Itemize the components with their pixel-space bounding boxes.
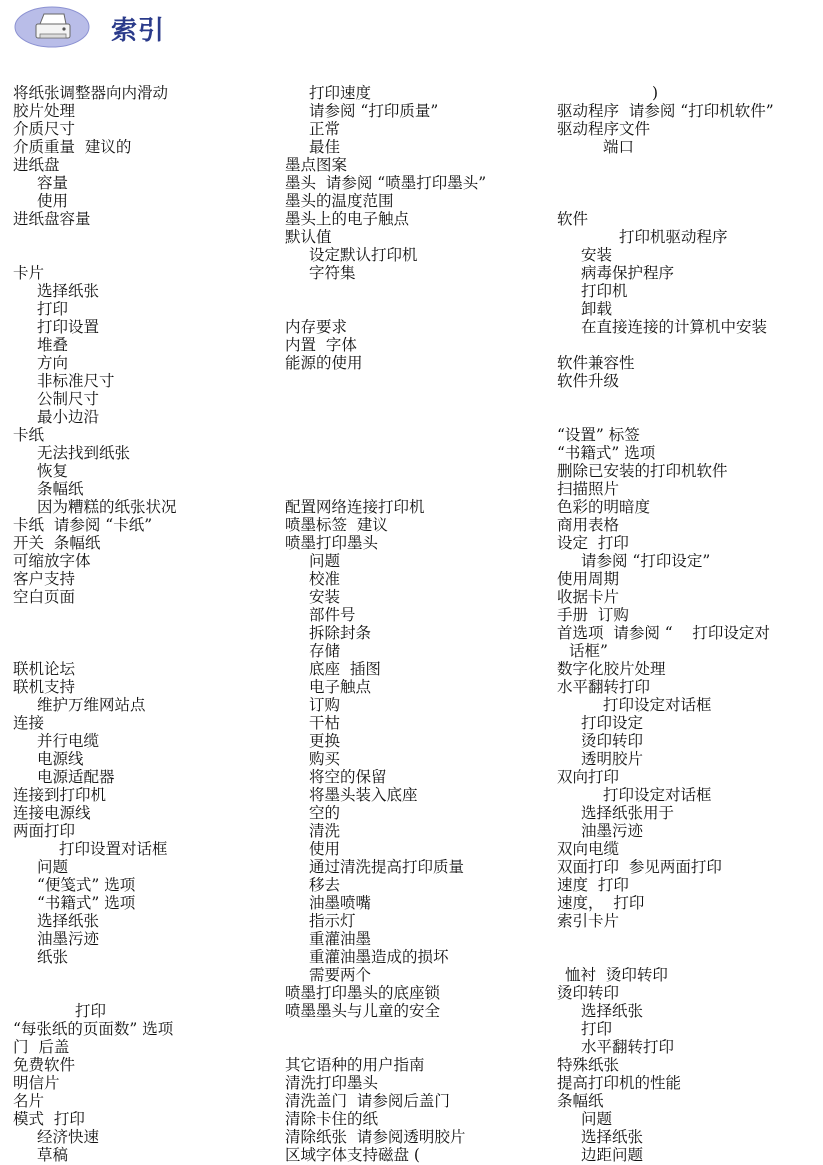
index-entry: 水平翻转打印 xyxy=(581,1038,675,1056)
index-entry: 纸张 xyxy=(37,948,69,966)
index-entry: 双面打印 参见两面打印 xyxy=(557,858,722,876)
index-entry: 默认值 xyxy=(285,228,332,246)
index-entry: 双向电缆 xyxy=(557,840,620,858)
blank-line xyxy=(285,1038,555,1056)
index-entry: 进纸盘容量 xyxy=(13,210,91,228)
index-entry: 区域字体支持磁盘 ( xyxy=(285,1146,420,1164)
index-entry: 卸载 xyxy=(581,300,613,318)
blank-line xyxy=(557,174,817,192)
index-entry: 设定默认打印机 xyxy=(309,246,418,264)
index-entry: 指示灯 xyxy=(309,912,356,930)
index-entry: 开关 条幅纸 xyxy=(13,534,101,552)
index-entry: 部件号 xyxy=(309,606,356,624)
index-entry: 软件 xyxy=(557,210,589,228)
blank-line xyxy=(13,624,283,642)
index-entry: 病毒保护程序 xyxy=(581,264,675,282)
index-entry: 透明胶片 xyxy=(581,750,644,768)
index-entry: ) xyxy=(652,84,659,102)
index-entry: 删除已安装的打印机软件 xyxy=(557,462,728,480)
index-entry: 问题 xyxy=(581,1110,613,1128)
index-entry: 烫印转印 xyxy=(581,732,644,750)
index-entry: 喷墨打印墨头 xyxy=(285,534,379,552)
index-entry: 打印设置对话框 xyxy=(59,840,168,858)
index-entry: 草稿 xyxy=(37,1146,69,1164)
index-column-1 xyxy=(13,84,283,1164)
blank-line xyxy=(285,408,555,426)
blank-line xyxy=(13,966,283,984)
index-entry: 恢复 xyxy=(37,462,69,480)
index-entry: 联机论坛 xyxy=(13,660,76,678)
index-entry: 色彩的明暗度 xyxy=(557,498,651,516)
blank-line xyxy=(285,462,555,480)
index-entry: 清除卡住的纸 xyxy=(285,1110,379,1128)
index-entry: 拆除封条 xyxy=(309,624,372,642)
index-entry: 重灌油墨 xyxy=(309,930,372,948)
index-entry: 驱动程序文件 xyxy=(557,120,651,138)
index-entry: 在直接连接的计算机中安装 xyxy=(581,318,768,336)
index-entry: 打印机 xyxy=(581,282,628,300)
index-entry: 使用 xyxy=(309,840,341,858)
blank-line xyxy=(557,390,817,408)
index-entry: 问题 xyxy=(309,552,341,570)
index-entry: 介质重量 建议的 xyxy=(13,138,132,156)
index-entry: 水平翻转打印 xyxy=(557,678,651,696)
index-entry: 模式 打印 xyxy=(13,1110,85,1128)
index-entry: 安装 xyxy=(581,246,613,264)
index-entry: 门 后盖 xyxy=(13,1038,70,1056)
blank-line xyxy=(13,228,283,246)
index-entry: 连接电源线 xyxy=(13,804,91,822)
index-entry: 喷墨墨头与儿童的安全 xyxy=(285,1002,441,1020)
index-entry: “便笺式” 选项 xyxy=(37,876,136,894)
index-entry: 需要两个 xyxy=(309,966,372,984)
index-entry: 将纸张调整器向内滑动 xyxy=(13,84,169,102)
index-entry: 扫描照片 xyxy=(557,480,620,498)
printer-icon xyxy=(14,6,92,48)
index-entry: 话框” xyxy=(569,642,608,660)
index-entry: “书籍式” 选项 xyxy=(557,444,656,462)
index-entry: 电子触点 xyxy=(309,678,372,696)
index-entry: 空的 xyxy=(309,804,341,822)
index-entry: 速度 打印 xyxy=(557,876,629,894)
index-entry: 选择纸张 xyxy=(37,912,100,930)
index-entry: 客户支持 xyxy=(13,570,76,588)
index-entry: 卡片 xyxy=(13,264,45,282)
index-entry: 打印 xyxy=(581,1020,613,1038)
index-entry: 恤衬 烫印转印 xyxy=(565,966,668,984)
index-entry: 连接到打印机 xyxy=(13,786,107,804)
index-entry: 名片 xyxy=(13,1092,45,1110)
index-entry: 安装 xyxy=(309,588,341,606)
index-entry: 墨头上的电子触点 xyxy=(285,210,410,228)
index-entry: 因为糟糕的纸张状况 xyxy=(37,498,177,516)
index-entry: 将墨头装入底座 xyxy=(309,786,418,804)
index-entry: 公制尺寸 xyxy=(37,390,100,408)
index-entry: 首选项 请参阅 “ 打印设定对 xyxy=(557,624,770,642)
index-entry: 双向打印 xyxy=(557,768,620,786)
index-entry: 介质尺寸 xyxy=(13,120,76,138)
index-entry: 打印 xyxy=(75,1002,107,1020)
index-entry: 烫印转印 xyxy=(557,984,620,1002)
index-entry: 正常 xyxy=(309,120,341,138)
index-entry: 数字化胶片处理 xyxy=(557,660,666,678)
blank-line xyxy=(13,642,283,660)
blank-line xyxy=(285,282,555,300)
index-entry: 进纸盘 xyxy=(13,156,60,174)
index-column-2 xyxy=(285,84,555,1164)
blank-line xyxy=(557,408,817,426)
page-header xyxy=(14,6,314,52)
index-entry: 驱动程序 请参阅 “打印机软件” xyxy=(557,102,774,120)
index-entry: 边距问题 xyxy=(581,1146,644,1164)
blank-line xyxy=(13,606,283,624)
index-entry: 配置网络连接打印机 xyxy=(285,498,425,516)
index-entry: 非标准尺寸 xyxy=(37,372,115,390)
index-entry: 选择纸张 xyxy=(581,1128,644,1146)
index-entry: 通过清洗提高打印质量 xyxy=(309,858,465,876)
index-entry: 方向 xyxy=(37,354,69,372)
index-entry: 条幅纸 xyxy=(37,480,84,498)
index-entry: 内置 字体 xyxy=(285,336,357,354)
blank-line xyxy=(557,948,817,966)
index-entry: 卡纸 请参阅 “卡纸” xyxy=(13,516,153,534)
index-entry: 清洗打印墨头 xyxy=(285,1074,379,1092)
index-entry: 打印设置 xyxy=(37,318,100,336)
index-entry: 墨头 请参阅 “喷墨打印墨头” xyxy=(285,174,487,192)
index-entry: 内存要求 xyxy=(285,318,348,336)
index-entry: 购买 xyxy=(309,750,341,768)
index-entry: 条幅纸 xyxy=(557,1092,604,1110)
index-entry: 设定 打印 xyxy=(557,534,629,552)
blank-line xyxy=(285,480,555,498)
index-entry: 打印机驱动程序 xyxy=(619,228,728,246)
index-entry: 联机支持 xyxy=(13,678,76,696)
blank-line xyxy=(285,372,555,390)
index-entry: 清除纸张 请参阅透明胶片 xyxy=(285,1128,466,1146)
index-entry: 堆叠 xyxy=(37,336,69,354)
index-entry: 存储 xyxy=(309,642,341,660)
index-entry: 重灌油墨造成的损坏 xyxy=(309,948,449,966)
index-entry: 索引卡片 xyxy=(557,912,620,930)
index-entry: 电源线 xyxy=(37,750,84,768)
index-entry: 清洗 xyxy=(309,822,341,840)
index-entry: 空白页面 xyxy=(13,588,76,606)
index-entry: 两面打印 xyxy=(13,822,76,840)
index-entry: 连接 xyxy=(13,714,45,732)
index-entry: 软件兼容性 xyxy=(557,354,635,372)
index-entry: 手册 订购 xyxy=(557,606,629,624)
index-entry: 端口 xyxy=(603,138,635,156)
index-entry: 校准 xyxy=(309,570,341,588)
index-column-3 xyxy=(557,84,817,1164)
index-entry: 无法找到纸张 xyxy=(37,444,131,462)
index-entry: 其它语种的用户指南 xyxy=(285,1056,425,1074)
index-entry: “书籍式” 选项 xyxy=(37,894,136,912)
index-entry: 打印 xyxy=(37,300,69,318)
index-entry: 胶片处理 xyxy=(13,102,76,120)
index-entry: 更换 xyxy=(309,732,341,750)
index-entry: 能源的使用 xyxy=(285,354,363,372)
blank-line xyxy=(285,444,555,462)
index-entry: 订购 xyxy=(309,696,341,714)
index-entry: 喷墨打印墨头的底座锁 xyxy=(285,984,441,1002)
index-entry: 干枯 xyxy=(309,714,341,732)
index-entry: 请参阅 “打印质量” xyxy=(309,102,439,120)
blank-line xyxy=(557,930,817,948)
index-entry: 墨头的温度范围 xyxy=(285,192,394,210)
blank-line xyxy=(557,192,817,210)
index-entry: 底座 插图 xyxy=(309,660,381,678)
index-entry: 将空的保留 xyxy=(309,768,387,786)
index-entry: 并行电缆 xyxy=(37,732,100,750)
blank-line xyxy=(13,246,283,264)
index-entry: 选择纸张 xyxy=(37,282,100,300)
index-entry: 最小边沿 xyxy=(37,408,100,426)
index-entry: “设置” 标签 xyxy=(557,426,640,444)
blank-line xyxy=(285,300,555,318)
index-entry: 清洗盖门 请参阅后盖门 xyxy=(285,1092,450,1110)
index-entry: “每张纸的页面数” 选项 xyxy=(13,1020,174,1038)
blank-line xyxy=(285,1020,555,1038)
index-entry: 软件升级 xyxy=(557,372,620,390)
index-entry: 打印设定 xyxy=(581,714,644,732)
index-entry: 电源适配器 xyxy=(37,768,115,786)
index-entry: 收据卡片 xyxy=(557,588,620,606)
index-entry: 可缩放字体 xyxy=(13,552,91,570)
index-entry: 卡纸 xyxy=(13,426,45,444)
index-entry: 速度， 打印 xyxy=(557,894,645,912)
blank-line xyxy=(285,390,555,408)
index-entry: 打印速度 xyxy=(309,84,372,102)
index-entry: 问题 xyxy=(37,858,69,876)
blank-line xyxy=(13,984,283,1002)
index-entry: 打印设定对话框 xyxy=(603,696,712,714)
index-entry: 选择纸张 xyxy=(581,1002,644,1020)
index-entry: 请参阅 “打印设定” xyxy=(581,552,711,570)
index-entry: 墨点图案 xyxy=(285,156,348,174)
index-entry: 打印设定对话框 xyxy=(603,786,712,804)
index-entry: 容量 xyxy=(37,174,69,192)
index-entry: 商用表格 xyxy=(557,516,620,534)
index-entry: 特殊纸张 xyxy=(557,1056,620,1074)
blank-line xyxy=(557,156,817,174)
blank-line xyxy=(285,426,555,444)
index-entry: 选择纸张用于 xyxy=(581,804,675,822)
index-entry: 移去 xyxy=(309,876,341,894)
index-entry: 使用周期 xyxy=(557,570,620,588)
index-entry: 油墨污迹 xyxy=(37,930,100,948)
index-entry: 喷墨标签 建议 xyxy=(285,516,388,534)
index-entry: 最佳 xyxy=(309,138,341,156)
index-entry: 经济快速 xyxy=(37,1128,100,1146)
index-entry: 明信片 xyxy=(13,1074,60,1092)
index-entry: 提高打印机的性能 xyxy=(557,1074,682,1092)
page-title: 索引 xyxy=(111,16,166,46)
index-entry: 油墨污迹 xyxy=(581,822,644,840)
index-entry: 使用 xyxy=(37,192,69,210)
index-entry: 油墨喷嘴 xyxy=(309,894,372,912)
index-entry: 免费软件 xyxy=(13,1056,76,1074)
blank-line xyxy=(557,336,817,354)
index-entry: 字符集 xyxy=(309,264,356,282)
index-entry: 维护万维网站点 xyxy=(37,696,146,714)
